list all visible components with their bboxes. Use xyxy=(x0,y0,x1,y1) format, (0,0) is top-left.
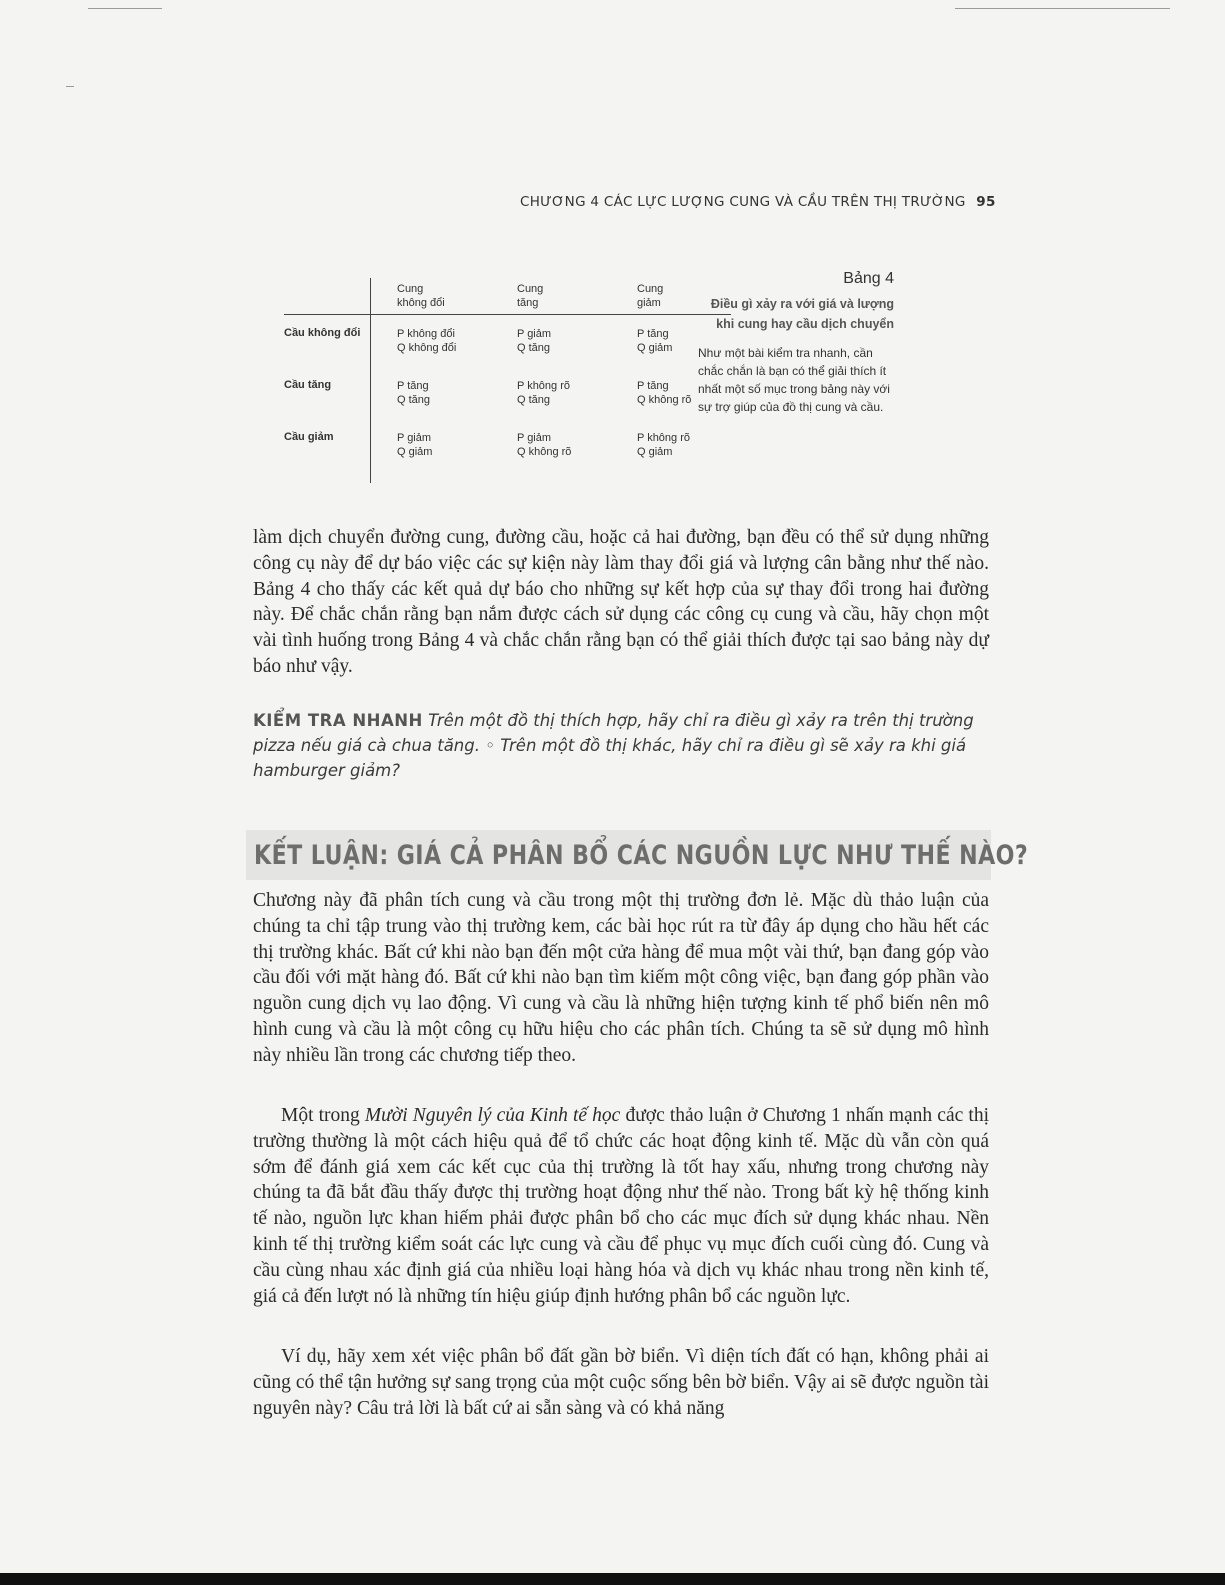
table-caption xyxy=(698,270,894,416)
quick-quiz xyxy=(253,708,989,783)
scan-bottom-edge xyxy=(0,1573,1225,1585)
column-header: Cung giảm xyxy=(611,278,731,315)
table-row xyxy=(284,367,731,419)
table-cell: P không rõ Q tăng xyxy=(517,380,571,406)
table-description: Như một bài kiểm tra nhanh, cần chắc chắn là bạn có thể giải thích ít nhất một số mục trong bảng này với sự trợ giúp của đồ thị cung và cầu. xyxy=(698,346,890,414)
table-cell: P giảm Q không rõ xyxy=(517,432,572,458)
table-cell: P giảm Q tăng xyxy=(517,328,552,354)
column-header: Cung không đổi xyxy=(371,278,492,315)
quick-quiz-text: Trên một đồ thị thích hợp, hãy chỉ ra điều gì xảy ra trên thị trường pizza nếu giá cà chua tăng. ◦ Trên một đồ thị khác, hãy chỉ ra điều gì sẽ xảy ra khi giá hamburger giảm? xyxy=(253,711,974,780)
table-title: Điều gì xảy ra với giá và lượng khi cung hay cầu dịch chuyển xyxy=(710,297,894,331)
table-corner xyxy=(284,278,371,315)
table-row xyxy=(284,315,731,368)
page-number: 95 xyxy=(976,194,996,210)
paragraph-conclusion-2: Một trong Mười Nguyên lý của Kinh tế học được thảo luận ở Chương 1 nhấn mạnh các thị trường thường là một cách hiệu quả để tổ chức các hoạt động kinh tế. Mặc dù vẫn còn quá sớm để đánh giá xem các kết cục của thị trường là tốt hay xấu, nhưng trong chương này chúng ta đã bắt đầu thấy được thị trường hoạt động như thế nào. Trong bất kỳ hệ thống kinh tế nào, nguồn lực khan hiếm phải được phân bổ cho các mục đích sử dụng khác nhau. Nền kinh tế thị trường kiểm soát các lực cung và cầu để phục vụ mục đích cuối cùng đó. Cung và cầu cùng nhau xác định giá của nhiều loại hàng hóa và dịch vụ khác nhau trong nền kinh tế, giá cả đến lượt nó là những tín hiệu giúp định hướng phân bổ các nguồn lực. xyxy=(253,1105,989,1307)
book-title-italic: Mười Nguyên lý của Kinh tế học xyxy=(364,1105,621,1126)
row-header: Cầu giảm xyxy=(284,419,371,483)
row-header: Cầu không đổi xyxy=(284,315,371,368)
paragraph-conclusion-1: Chương này đã phân tích cung và cầu trong một thị trường đơn lẻ. Mặc dù thảo luận của chúng ta chỉ tập trung vào thị trường kem, các bài học rút ra từ đây áp dụng cho hầu hết các thị trường khác. Bất cứ khi nào bạn đến một cửa hàng để mua một vài thứ, bạn đang góp vào cầu đối với mặt hàng đó. Bất cứ khi nào bạn tìm kiếm một công việc, bạn đang góp phần vào nguồn cung dịch vụ lao động. Vì cung và cầu là những hiện tượng kinh tế phổ biến nên mô hình cung và cầu là một công cụ hữu hiệu cho các phân tích. Chúng ta sẽ sử dụng mô hình này nhiều lần trong các chương tiếp theo. xyxy=(253,890,989,1066)
table-row xyxy=(284,419,731,483)
supply-demand-table xyxy=(284,278,731,483)
table-label: Bảng 4 xyxy=(843,270,894,287)
column-header: Cung tăng xyxy=(491,278,611,315)
table-cell: P tăng Q tăng xyxy=(397,380,431,406)
table-cell: P tăng Q giảm xyxy=(637,328,673,354)
paragraph-conclusion-3: Ví dụ, hãy xem xét việc phân bổ đất gần bờ biển. Vì diện tích đất có hạn, không phải ai cũng có thể tận hưởng sự sang trọng của một cuộc sống bên bờ biển. Vậy ai sẽ được nguồn tài nguyên này? Câu trả lời là bất cứ ai sẵn sàng và có khả năng xyxy=(253,1346,989,1419)
table-cell: P giảm Q giảm xyxy=(397,432,433,458)
table-cell: P không rõ Q giảm xyxy=(637,432,691,458)
section-heading-band xyxy=(246,830,1029,880)
row-header: Cầu tăng xyxy=(284,367,371,419)
running-head-title: CHƯƠNG 4 CÁC LỰC LƯỢNG CUNG VÀ CẦU TRÊN THỊ TRƯỜNG xyxy=(520,194,966,210)
scan-mark-left xyxy=(66,86,74,87)
table-cell: P tăng Q không rõ xyxy=(637,380,692,406)
scan-top-line-right xyxy=(955,8,1170,9)
scan-top-line-left xyxy=(88,8,162,9)
paragraph-intro: làm dịch chuyển đường cung, đường cầu, hoặc cả hai đường, bạn đều có thể sử dụng những công cụ này để dự báo việc các sự kiện này làm thay đổi giá và lượng cân bằng như thế nào. Bảng 4 cho thấy các kết quả dự báo cho những sự kết hợp của sự thay đổi trong hai đường này. Để chắc chắn rằng bạn nắm được cách sử dụng các công cụ cung và cầu, hãy chọn một vài tình huống trong Bảng 4 và chắc chắn rằng bạn có thể giải thích được tại sao bảng này dự báo như vậy. xyxy=(253,527,989,677)
section-heading: KẾT LUẬN: GIÁ CẢ PHÂN BỔ CÁC NGUỒN LỰC NHƯ THẾ NÀO? xyxy=(254,839,1029,871)
quick-quiz-label: KIỂM TRA NHANH xyxy=(253,711,423,730)
running-head xyxy=(520,194,995,210)
table-cell: P không đổi Q không đổi xyxy=(397,328,457,354)
